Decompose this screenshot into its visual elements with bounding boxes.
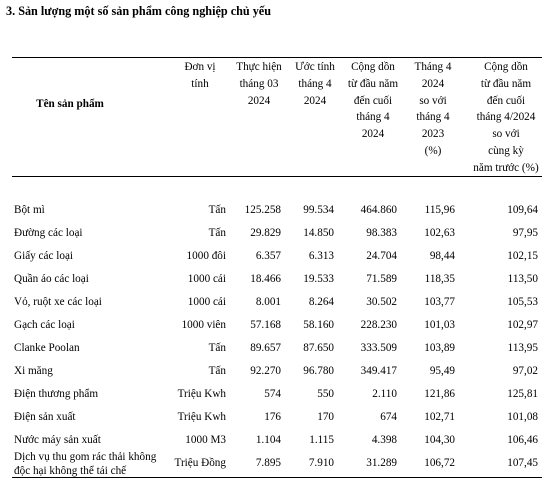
actual-march-cell: 57.168 xyxy=(250,318,281,331)
cumulative-cell: 228.230 xyxy=(360,318,397,331)
product-name: Vỏ, ruột xe các loại xyxy=(14,295,102,308)
header-estimate-april xyxy=(288,59,342,109)
header-line: 2024 xyxy=(361,128,385,141)
header-line: đến cuối xyxy=(486,94,526,107)
compare-month-cell: 106,72 xyxy=(424,457,455,470)
header-line: so với xyxy=(492,128,520,141)
unit-cell: Tấn xyxy=(208,341,226,354)
estimate-april-cell: 170 xyxy=(317,410,334,423)
estimate-april-cell: 87.650 xyxy=(303,341,334,354)
unit-cell: 1000 viên xyxy=(181,318,226,331)
estimate-april-cell: 99.534 xyxy=(303,203,334,216)
unit-cell: Triệu Đồng xyxy=(174,457,226,470)
cumulative-cell: 30.502 xyxy=(366,295,397,308)
table-row xyxy=(0,199,551,222)
estimate-april-cell: 6.313 xyxy=(308,249,334,262)
product-name: Dịch vụ thu gom rác thải không độc hại không thể tái chế xyxy=(14,451,157,477)
table-row xyxy=(0,406,551,429)
cumulative-cell: 71.589 xyxy=(366,272,397,285)
header-line: tính xyxy=(191,77,209,90)
header-line: đến cuối xyxy=(353,94,393,107)
header-line: tháng 4 xyxy=(416,111,450,124)
cumulative-cell: 2.110 xyxy=(372,387,397,400)
header-line: Cộng dồn xyxy=(351,61,395,73)
header-line: 2023 xyxy=(421,128,445,141)
estimate-april-cell: 8.264 xyxy=(308,295,334,308)
estimate-april-cell: 96.780 xyxy=(303,364,334,377)
actual-march-cell: 1.104 xyxy=(255,433,281,446)
header-compare-month xyxy=(404,59,462,160)
unit-cell: Tấn xyxy=(208,226,226,239)
estimate-april-cell: 14.850 xyxy=(303,226,334,239)
header-line: tháng 4/2024 xyxy=(476,111,536,124)
compare-cumulative-cell: 97,02 xyxy=(512,364,538,377)
table-row xyxy=(0,268,551,291)
cumulative-cell: 333.509 xyxy=(360,341,397,354)
compare-month-cell: 103,89 xyxy=(424,341,455,354)
table-row xyxy=(0,291,551,314)
header-line: so với xyxy=(419,94,447,107)
actual-march-cell: 574 xyxy=(264,387,281,400)
cumulative-cell: 31.289 xyxy=(366,457,397,470)
header-compare-cumulative xyxy=(465,59,547,177)
table-row xyxy=(0,360,551,383)
header-line: tháng 4 xyxy=(298,77,332,90)
compare-month-cell: 102,63 xyxy=(424,226,455,239)
header-line: 2024 xyxy=(421,77,445,90)
compare-month-cell: 121,86 xyxy=(424,387,455,400)
compare-month-cell: 102,71 xyxy=(424,410,455,423)
compare-month-cell: 103,77 xyxy=(424,295,455,308)
actual-march-cell: 7.895 xyxy=(255,457,281,470)
compare-month-cell: 101,03 xyxy=(424,318,455,331)
product-name: Bột mì xyxy=(14,203,45,216)
product-name: Đường các loại xyxy=(14,226,83,239)
estimate-april-cell: 7.910 xyxy=(308,457,334,470)
table-top-rule xyxy=(12,57,542,58)
compare-cumulative-cell: 101,08 xyxy=(507,410,538,423)
estimate-april-cell: 1.115 xyxy=(309,433,334,446)
actual-march-cell: 89.657 xyxy=(250,341,281,354)
actual-march-cell: 92.270 xyxy=(250,364,281,377)
product-name: Điện thương phẩm xyxy=(14,387,99,400)
table-row xyxy=(0,222,551,245)
estimate-april-cell: 58.160 xyxy=(303,318,334,331)
compare-cumulative-cell: 106,46 xyxy=(507,433,538,446)
header-cumulative xyxy=(343,59,403,143)
header-line: Tháng 4 xyxy=(414,61,452,73)
header-line: tháng 4 xyxy=(356,111,390,124)
header-line: (%) xyxy=(424,144,442,157)
table-row xyxy=(0,314,551,337)
actual-march-cell: 6.357 xyxy=(255,249,281,262)
unit-cell: Tấn xyxy=(208,364,226,377)
cumulative-cell: 349.417 xyxy=(360,364,397,377)
estimate-april-cell: 19.533 xyxy=(303,272,334,285)
header-line: 2024 xyxy=(247,94,271,107)
table-row xyxy=(0,383,551,406)
header-line: cùng kỳ xyxy=(488,144,524,157)
compare-cumulative-cell: 105,53 xyxy=(507,295,538,308)
product-name: Xi măng xyxy=(14,364,53,377)
cumulative-cell: 4.398 xyxy=(371,433,397,446)
product-name: Gạch các loại xyxy=(14,318,75,331)
unit-cell: 1000 cái xyxy=(187,272,226,285)
compare-cumulative-cell: 97,95 xyxy=(512,226,538,239)
unit-cell: 1000 M3 xyxy=(185,433,226,446)
compare-cumulative-cell: 102,97 xyxy=(507,318,538,331)
compare-cumulative-cell: 102,15 xyxy=(507,249,538,262)
actual-march-cell: 125.258 xyxy=(244,203,281,216)
header-line: từ đầu năm xyxy=(480,77,532,90)
compare-cumulative-cell: 109,64 xyxy=(507,203,538,216)
cumulative-cell: 98.383 xyxy=(366,226,397,239)
header-line: Đơn vị xyxy=(184,61,216,73)
cumulative-cell: 674 xyxy=(380,410,397,423)
actual-march-cell: 29.829 xyxy=(250,226,281,239)
unit-cell: 1000 đôi xyxy=(186,249,226,262)
header-actual-march xyxy=(228,59,290,109)
unit-cell: 1000 cái xyxy=(187,295,226,308)
cumulative-cell: 464.860 xyxy=(360,203,397,216)
estimate-april-cell: 550 xyxy=(317,387,334,400)
unit-cell: Tấn xyxy=(208,203,226,216)
compare-month-cell: 104,30 xyxy=(424,433,455,446)
compare-month-cell: 118,35 xyxy=(424,272,455,285)
compare-month-cell: 95,49 xyxy=(429,364,455,377)
header-line: Ước tính xyxy=(295,61,335,73)
product-name: Nước máy sản xuất xyxy=(14,433,101,446)
actual-march-cell: 18.466 xyxy=(250,272,281,285)
header-line: tháng 03 xyxy=(239,77,279,90)
unit-cell: Triệu Kwh xyxy=(177,387,226,400)
compare-month-cell: 115,96 xyxy=(424,203,455,216)
section-title: 3. Sản lượng một số sản phẩm công nghiệp chủ yếu xyxy=(6,4,271,18)
table-row xyxy=(0,449,551,479)
compare-cumulative-cell: 113,95 xyxy=(507,341,538,354)
actual-march-cell: 8.001 xyxy=(255,295,281,308)
product-name: Điện sản xuất xyxy=(14,410,76,423)
product-name: Giấy các loại xyxy=(14,249,74,262)
table-header-rule xyxy=(12,176,542,177)
header-line: năm trước (%) xyxy=(473,161,539,174)
header-unit xyxy=(171,59,229,93)
cumulative-cell: 24.704 xyxy=(366,249,397,262)
header-line: Cộng dồn xyxy=(484,61,528,73)
compare-cumulative-cell: 113,50 xyxy=(507,272,538,285)
compare-month-cell: 98,44 xyxy=(429,249,455,262)
product-name: Clanke Poolan xyxy=(14,341,80,354)
header-line: từ đầu năm xyxy=(347,77,399,90)
compare-cumulative-cell: 125,81 xyxy=(507,387,538,400)
actual-march-cell: 176 xyxy=(264,410,281,423)
header-line: Thực hiện xyxy=(236,61,282,73)
product-name: Quần áo các loại xyxy=(14,272,89,285)
header-line: 2024 xyxy=(303,94,327,107)
header-product: Tên sản phẩm xyxy=(36,98,104,110)
unit-cell: Triệu Kwh xyxy=(177,410,226,423)
compare-cumulative-cell: 107,45 xyxy=(507,457,538,470)
table-row xyxy=(0,337,551,360)
table-row xyxy=(0,245,551,268)
